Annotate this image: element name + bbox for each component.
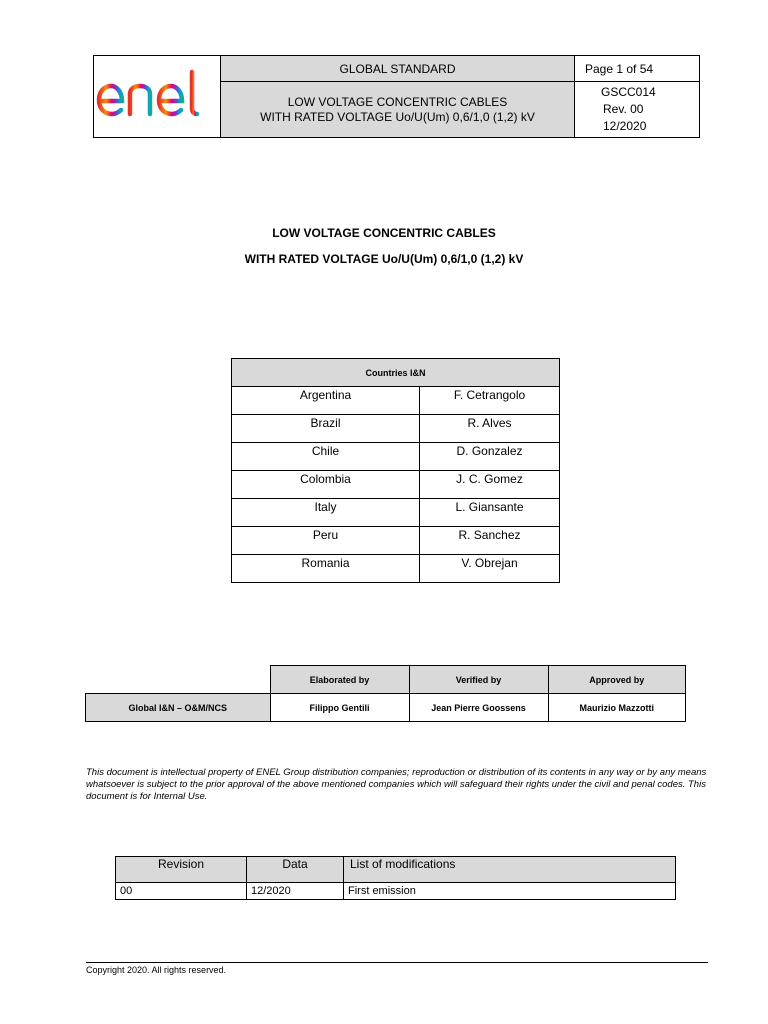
intellectual-property-notice: This document is intellectual property of ENEL Group distribution companies; reproduction or distribution of its contents in any way or by any means whatsoever is subject to the prior approval of the above mentioned companies which will safeguard their rights under the civil and penal codes. This document is for Internal Use. [86,767,707,802]
document-meta [575,82,700,138]
countries-header: Countries I&N [232,359,560,387]
revision-cell: 00 [116,883,247,900]
document-date: 12/2020 [603,119,647,133]
person-cell: D. Gonzalez [420,443,560,471]
table-row [232,387,560,415]
country-cell: Romania [232,555,420,583]
organization-cell: Global I&N – O&M/NCS [86,694,271,722]
person-cell: R. Sanchez [420,527,560,555]
standard-label: GLOBAL STANDARD [221,56,575,82]
data-header: Data [247,857,344,883]
approved-by-header: Approved by [548,666,686,694]
document-title-line1: LOW VOLTAGE CONCENTRIC CABLES [272,226,496,240]
country-cell: Argentina [232,387,420,415]
page-number: Page 1 of 54 [575,56,700,82]
countries-table [231,358,560,583]
approvals-table [85,665,686,722]
person-cell: L. Giansante [420,499,560,527]
person-cell: R. Alves [420,415,560,443]
header-title [221,82,575,138]
country-cell: Italy [232,499,420,527]
table-row [232,471,560,499]
table-row [116,883,676,900]
document-revision: Rev. 00 [603,102,644,116]
verified-by-header: Verified by [409,666,548,694]
table-row [232,527,560,555]
footer-divider [86,962,708,963]
person-cell: J. C. Gomez [420,471,560,499]
modifications-header: List of modifications [344,857,676,883]
modification-cell: First emission [344,883,676,900]
document-code: GSCC014 [601,85,656,99]
table-row [232,499,560,527]
person-cell: V. Obrejan [420,555,560,583]
revision-header: Revision [116,857,247,883]
document-header [93,55,700,138]
person-cell: F. Cetrangolo [420,387,560,415]
table-row [232,443,560,471]
country-cell: Chile [232,443,420,471]
approved-by-name: Maurizio Mazzotti [548,694,686,722]
elaborated-by-name: Filippo Gentili [270,694,409,722]
header-title-line1: LOW VOLTAGE CONCENTRIC CABLES [287,94,508,109]
country-cell: Brazil [232,415,420,443]
table-row [232,555,560,583]
table-row [232,415,560,443]
document-title-line2: WITH RATED VOLTAGE Uo/U(Um) 0,6/1,0 (1,2) kV [244,252,524,266]
revisions-table [115,856,676,900]
country-cell: Peru [232,527,420,555]
elaborated-by-header: Elaborated by [270,666,409,694]
enel-logo-icon [94,56,218,134]
data-cell: 12/2020 [247,883,344,900]
verified-by-name: Jean Pierre Goossens [409,694,548,722]
empty-cell [86,666,271,694]
header-title-line2: WITH RATED VOLTAGE Uo/U(Um) 0,6/1,0 (1,2) kV [260,109,535,124]
country-cell: Colombia [232,471,420,499]
copyright: Copyright 2020. All rights reserved. [86,965,227,975]
enel-logo [94,56,221,138]
